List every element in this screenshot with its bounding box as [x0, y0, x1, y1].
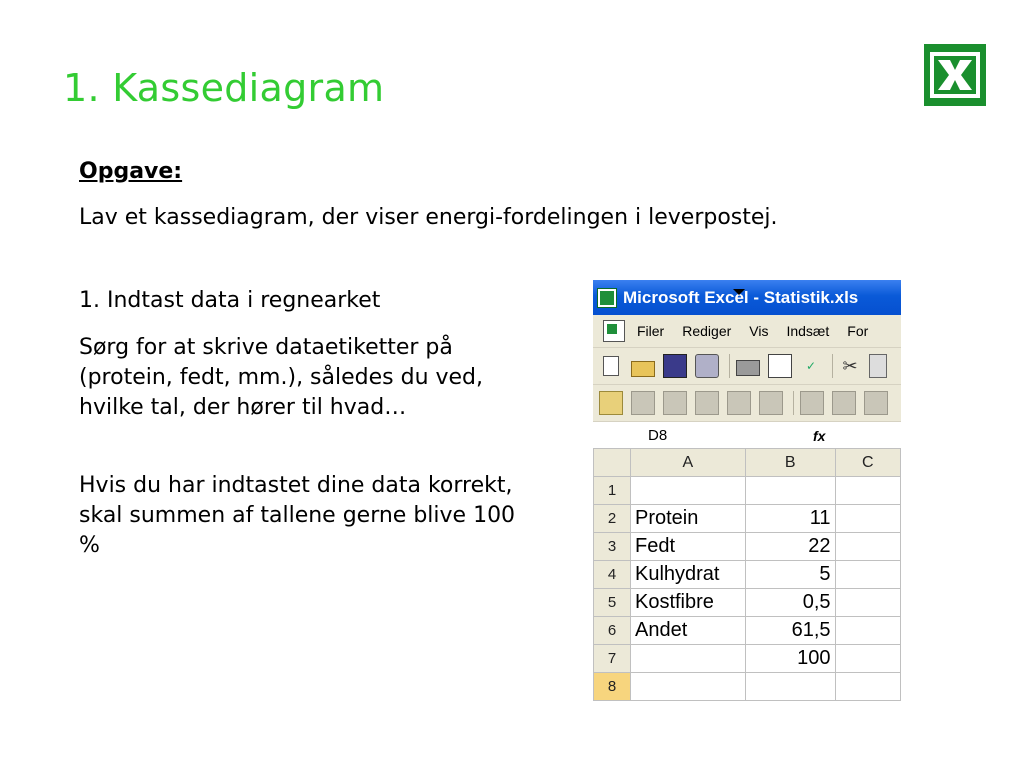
spelling-icon[interactable]: ✓ [805, 359, 817, 373]
row-header[interactable]: 6 [594, 617, 631, 645]
cell-label[interactable] [630, 477, 745, 505]
copy-icon[interactable] [869, 354, 887, 378]
cell-value[interactable]: 5 [745, 561, 835, 589]
previous-comment-icon[interactable] [631, 391, 655, 415]
column-header[interactable]: A [630, 449, 745, 477]
column-header[interactable]: C [835, 449, 900, 477]
cell-label[interactable] [630, 645, 745, 673]
table-row [594, 561, 901, 589]
update-file-icon[interactable] [832, 391, 856, 415]
delete-comment-icon[interactable] [759, 391, 783, 415]
toolbar-separator [793, 391, 794, 415]
worksheet [593, 448, 901, 701]
slide-title: 1. Kassediagram [63, 66, 385, 110]
row-header[interactable]: 1 [594, 477, 631, 505]
formula-bar [593, 422, 901, 450]
cell-empty[interactable] [835, 673, 900, 701]
cell-value[interactable]: 61,5 [745, 617, 835, 645]
table-row [594, 477, 901, 505]
row-header[interactable]: 7 [594, 645, 631, 673]
step-heading: 1. Indtast data i regnearket [79, 288, 381, 313]
toolbar-separator [729, 354, 730, 378]
new-comment-icon[interactable] [599, 391, 623, 415]
menu-bar [593, 315, 901, 348]
send-icon[interactable] [864, 391, 888, 415]
row-header[interactable]: 2 [594, 505, 631, 533]
table-row [594, 533, 901, 561]
table-row [594, 645, 901, 673]
instruction-paragraph-1: Sørg for at skrive dataetiketter på (protein, fedt, mm.), således du ved, hvilke tal, der hører til hvad… [79, 335, 484, 420]
workbook-icon[interactable] [603, 320, 625, 342]
cell-label[interactable]: Andet [630, 617, 745, 645]
function-icon[interactable]: fx [813, 427, 826, 444]
window-title: Microsoft Excel - Statistik.xls [623, 287, 859, 307]
excel-screenshot [593, 280, 901, 695]
cell-value[interactable] [745, 477, 835, 505]
print-preview-icon[interactable] [768, 354, 792, 378]
excel-app-icon [597, 288, 617, 308]
corner-cell[interactable] [594, 449, 631, 477]
cell-empty[interactable] [835, 645, 900, 673]
cell-empty[interactable] [835, 477, 900, 505]
chevron-down-icon[interactable] [733, 289, 745, 295]
cell-empty[interactable] [835, 617, 900, 645]
save-icon[interactable] [663, 354, 687, 378]
table-row [594, 673, 901, 701]
excel-title-bar [593, 280, 901, 315]
name-box[interactable] [593, 424, 723, 447]
cell-label[interactable]: Kostfibre [630, 589, 745, 617]
menu-insert[interactable]: Indsæt [786, 323, 830, 339]
menu-view[interactable]: Vis [749, 323, 769, 339]
next-comment-icon[interactable] [663, 391, 687, 415]
cell-label[interactable]: Fedt [630, 533, 745, 561]
name-box-value: D8 [648, 427, 668, 444]
track-changes-icon[interactable] [800, 391, 824, 415]
menu-edit[interactable]: Rediger [682, 323, 732, 339]
menu-file[interactable]: Filer [637, 323, 665, 339]
row-header[interactable]: 3 [594, 533, 631, 561]
cell-empty[interactable] [835, 561, 900, 589]
cell-value[interactable]: 22 [745, 533, 835, 561]
row-header[interactable]: 8 [594, 673, 631, 701]
cell-label[interactable] [630, 673, 745, 701]
cell-label[interactable]: Protein [630, 505, 745, 533]
cell-value[interactable]: 0,5 [745, 589, 835, 617]
table-row [594, 589, 901, 617]
cell-empty[interactable] [835, 589, 900, 617]
show-all-comments-icon[interactable] [727, 391, 751, 415]
cell-empty[interactable] [835, 505, 900, 533]
toolbar-separator [832, 354, 833, 378]
open-folder-icon[interactable] [631, 361, 655, 377]
cell-value[interactable] [745, 673, 835, 701]
cell-label[interactable]: Kulhydrat [630, 561, 745, 589]
task-heading: Opgave: [79, 159, 183, 184]
instruction-paragraph-2: Hvis du har indtastet dine data korrekt, skal summen af tallene gerne blive 100 % [79, 473, 516, 558]
permission-icon[interactable] [695, 354, 719, 378]
table-row [594, 505, 901, 533]
reviewing-toolbar [593, 385, 901, 422]
print-icon[interactable] [736, 360, 760, 376]
new-file-icon[interactable] [603, 356, 619, 376]
menu-format[interactable]: For [847, 323, 869, 339]
standard-toolbar [593, 348, 901, 385]
row-header[interactable]: 5 [594, 589, 631, 617]
excel-logo-icon [924, 44, 986, 106]
cell-value[interactable]: 100 [745, 645, 835, 673]
cell-value[interactable]: 11 [745, 505, 835, 533]
cut-icon[interactable]: ✂ [842, 356, 858, 376]
column-header[interactable]: B [745, 449, 835, 477]
spreadsheet-grid [593, 448, 901, 701]
row-header[interactable]: 4 [594, 561, 631, 589]
show-comment-icon[interactable] [695, 391, 719, 415]
table-row [594, 617, 901, 645]
task-description: Lav et kassediagram, der viser energi-fordelingen i leverpostej. [79, 205, 778, 230]
cell-empty[interactable] [835, 533, 900, 561]
